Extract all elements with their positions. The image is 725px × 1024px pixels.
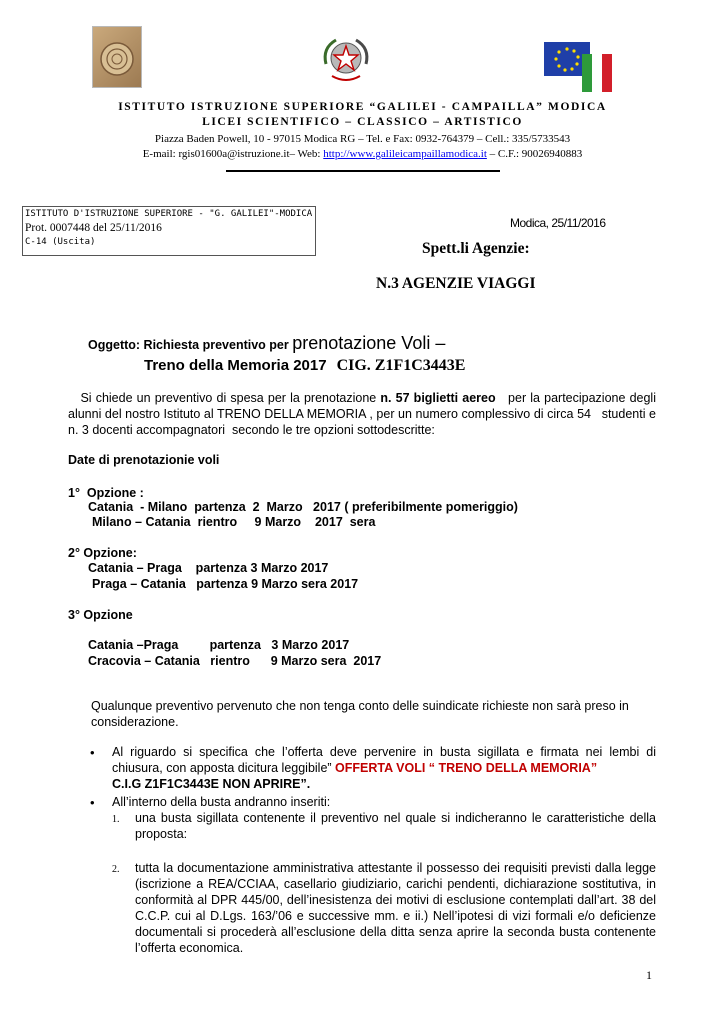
bullet-2-text: All’interno della busta andranno inseriti: [112, 795, 331, 809]
intro-paragraph [68, 390, 660, 438]
header-divider [226, 170, 500, 172]
intro-text-2: per la partecipazione degli alunni del nostro Istituto al TRENO DELLA MEMORIA , per un numero complessivo di circa 54 studenti e n. 3 docenti accompagnatori secondo le tre opzioni sottodescritte: [68, 391, 660, 437]
option-2-return: Praga – Catania partenza 9 Marzo sera 2017 [92, 577, 359, 591]
bullet-dot: • [90, 745, 95, 760]
stamp-classification: C-14 (Uscita) [25, 237, 96, 247]
subject-line [88, 333, 445, 354]
school-address: Piazza Baden Powell, 10 - 97015 Modica RG – Tel. e Fax: 0932-764379 – Cell.: 335/5733543 [154, 133, 571, 145]
bullet-1-highlight: OFFERTA VOLI “ TRENO DELLA MEMORIA” [335, 761, 598, 775]
protocol-stamp [22, 206, 316, 256]
school-subtitle: LICEI SCIENTIFICO – CLASSICO – ARTISTICO [202, 116, 523, 128]
option-2-outbound: Catania – Praga partenza 3 Marzo 2017 [88, 561, 329, 575]
item-1-text: una busta sigillata contenente il preventivo nel quale si indicheranno le caratteristiche della proposta: [135, 811, 656, 841]
subject-cig: CIG. Z1F1C3443E [336, 357, 466, 374]
disclaimer-paragraph: Qualunque preventivo pervenuto che non tenga conto delle suindicate richieste non sarà preso in considerazione. [91, 699, 629, 729]
bullet-1-cig: C.I.G Z1F1C3443E NON APRIRE”. [112, 777, 311, 791]
subject-big: prenotazione Voli – [292, 333, 446, 353]
option-1-title: 1° Opzione : [68, 486, 144, 500]
intro-bold: n. 57 biglietti aereo [380, 391, 496, 405]
ammonite-logo [92, 26, 142, 88]
subject-label: Oggetto: Richiesta preventivo per [88, 338, 293, 352]
option-3-outbound: Catania –Praga partenza 3 Marzo 2017 [88, 638, 350, 652]
website-link[interactable]: http://www.galileicampaillamodica.it [323, 148, 487, 160]
option-3-title: 3° Opzione [68, 608, 133, 622]
recipient-name: N.3 AGENZIE VIAGGI [376, 275, 536, 292]
item-number-1: 1. [112, 814, 120, 825]
option-2-title: 2° Opzione: [68, 546, 137, 560]
intro-text-1: Si chiede un preventivo di spesa per la prenotazione [68, 391, 381, 405]
stamp-protocol: Prot. 0007448 del 25/11/2016 [25, 222, 162, 234]
dates-heading: Date di prenotazionie voli [68, 453, 220, 467]
option-3-return: Cracovia – Catania rientro 9 Marzo sera 2017 [88, 654, 382, 668]
stamp-institute: ISTITUTO D'ISTRUZIONE SUPERIORE - "G. GALILEI"-MODICA [25, 209, 313, 219]
italian-emblem-icon [318, 34, 374, 86]
email-text: E-mail: rgis01600a@istruzione.it– Web: [142, 148, 324, 160]
eu-italy-flags-icon [544, 42, 614, 92]
bullet-1-body: Al riguardo si specifica che l’offerta deve pervenire in busta sigillata e firmata nei lembi di chiusura, con apposta dicitura leggibile” [112, 745, 656, 775]
subject-event: Treno della Memoria 2017 [144, 357, 327, 374]
option-1-return: Milano – Catania rientro 9 Marzo 2017 sera [92, 515, 376, 529]
school-contacts [0, 148, 725, 160]
page-number: 1 [646, 968, 652, 982]
item-2-text: tutta la documentazione amministrativa attestante il possesso dei requisiti previsti dalla legge (iscrizione a REA/CCIAA, casellario giudiziario, carichi pendenti, dichiarazione sostitutiva, in conformità al DPR 445/00, dell’inesistenza dei motivi di esclusione contemplati dall’art. 38 del C.C.P. cui al D.Lgs. 163/’06 e successive mm. e ii.) Nell’ipotesi di vizi formali e/o deficienze documentali si procederà all’esclusione della ditta senza aprire la seconda busta contenente l’offerta economica. [135, 861, 656, 955]
bullet-1-text [112, 744, 656, 792]
cf-text: – C.F.: 90026940883 [486, 148, 583, 160]
school-name: ISTITUTO ISTRUZIONE SUPERIORE “GALILEI - CAMPAILLA” MODICA [118, 101, 607, 113]
option-1-outbound: Catania - Milano partenza 2 Marzo 2017 ( preferibilmente pomeriggio) [88, 500, 518, 514]
item-number-2: 2. [112, 864, 120, 875]
subject-line-2 [144, 357, 465, 375]
bullet-dot: • [90, 795, 95, 810]
document-date: Modica, 25/11/2016 [510, 216, 606, 230]
recipient-title: Spett.li Agenzie: [422, 240, 530, 257]
